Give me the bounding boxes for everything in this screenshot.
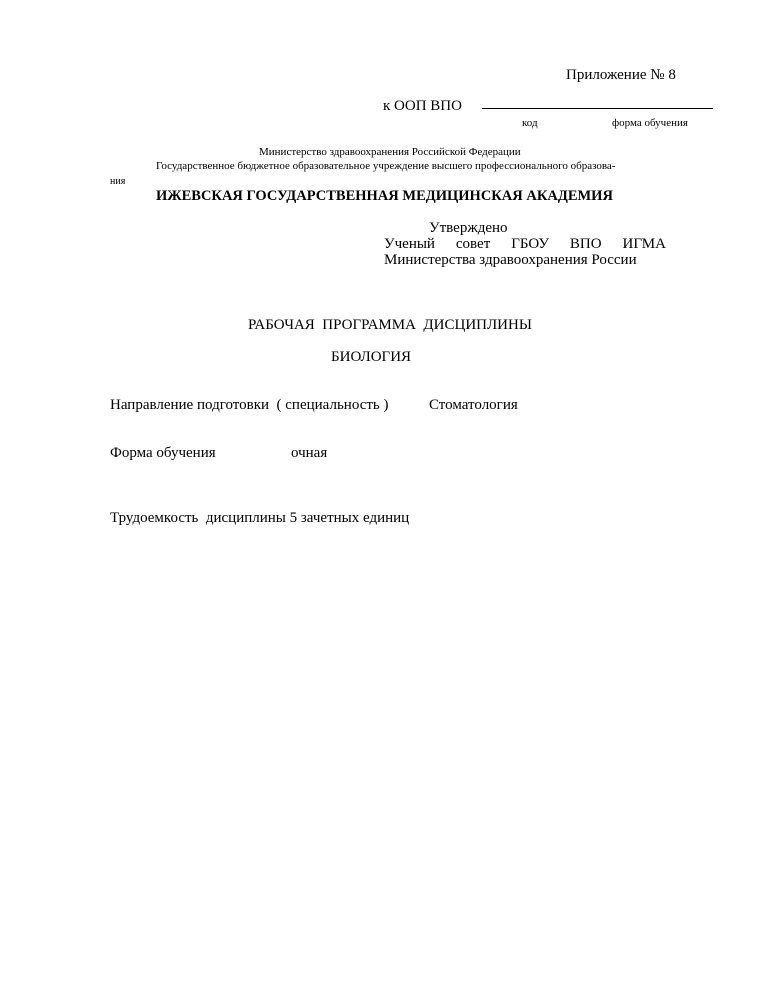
council-word: ИГМА bbox=[622, 236, 666, 252]
council-word: ГБОУ bbox=[511, 236, 549, 252]
study-form-value: очная bbox=[291, 445, 328, 461]
discipline-name: БИОЛОГИЯ bbox=[331, 349, 412, 365]
form-caption: форма обучения bbox=[612, 117, 688, 129]
council-line bbox=[384, 237, 666, 252]
institution-type-line2: ния bbox=[110, 176, 126, 187]
oop-code-underline bbox=[482, 108, 713, 109]
council-word: совет bbox=[455, 236, 491, 252]
council-word: Ученый bbox=[384, 236, 435, 252]
academy-name: ИЖЕВСКАЯ ГОСУДАРСТВЕННАЯ МЕДИЦИНСКАЯ АКАДЕМИЯ bbox=[156, 188, 613, 204]
direction-label: Направление подготовки ( специальность ) bbox=[110, 397, 389, 413]
ministry-name: Министерство здравоохранения Российской Федерации bbox=[259, 146, 521, 158]
oop-label: к ООП ВПО bbox=[383, 98, 462, 114]
council-word: ВПО bbox=[569, 236, 602, 252]
approved-label: Утверждено bbox=[429, 220, 508, 236]
program-title: РАБОЧАЯ ПРОГРАММА ДИСЦИПЛИНЫ bbox=[248, 317, 532, 333]
appendix-number: Приложение № 8 bbox=[566, 67, 676, 83]
institution-type-line1: Государственное бюджетное образовательное учреждение высшего профессионального образова- bbox=[156, 160, 616, 172]
approval-ministry-line: Министерства здравоохранения России bbox=[384, 252, 637, 268]
study-form-label: Форма обучения bbox=[110, 445, 216, 461]
code-caption: код bbox=[522, 117, 538, 129]
direction-value: Стоматология bbox=[429, 397, 518, 413]
workload-line: Трудоемкость дисциплины 5 зачетных единиц bbox=[110, 510, 410, 526]
